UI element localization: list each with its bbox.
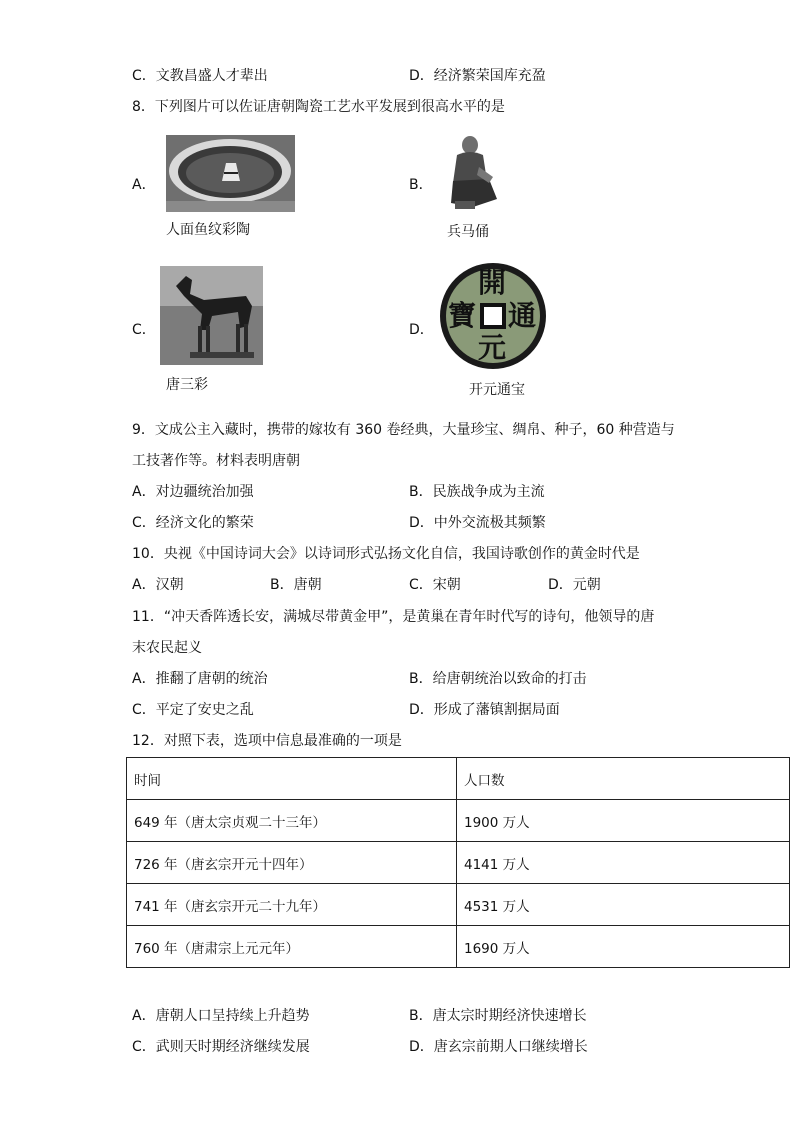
table-header-cell: 时间 <box>127 758 457 800</box>
q9-option-d: D．中外交流极其频繁 <box>409 515 546 531</box>
q10-option-d: D．元朝 <box>548 577 601 593</box>
q8-option-b-letter: B． <box>409 177 433 193</box>
q12-option-b: B．唐太宗时期经济快速增长 <box>409 1008 587 1024</box>
q9-stem-line1: 9．文成公主入藏时，携带的嫁妆有 360 卷经典，大量珍宝、绸帛、种子，60 种营造与 <box>132 422 675 438</box>
table-cell: 1900 万人 <box>457 800 790 842</box>
table-cell: 760 年（唐肃宗上元元年） <box>127 926 457 968</box>
q7-option-c: C．文教昌盛人才辈出 <box>132 68 268 84</box>
coin-char-right: 通 <box>508 299 537 332</box>
q7-option-d: D．经济繁荣国库充盈 <box>409 68 546 84</box>
coin-char-left: 寶 <box>448 299 477 332</box>
q8-option-c-letter: C． <box>132 322 156 338</box>
table-cell: 741 年（唐玄宗开元二十九年） <box>127 884 457 926</box>
q8-caption-d: 开元通宝 <box>469 382 525 398</box>
q11-option-b: B．给唐朝统治以致命的打击 <box>409 671 587 687</box>
q9-option-c: C．经济文化的繁荣 <box>132 515 254 531</box>
q11-stem-line1: 11．“冲天香阵透长安，满城尽带黄金甲”，是黄巢在青年时代写的诗句，他领导的唐 <box>132 609 655 625</box>
q10-option-c: C．宋朝 <box>409 577 461 593</box>
q10-option-b: B．唐朝 <box>270 577 322 593</box>
q8-option-d-letter: D． <box>409 322 434 338</box>
table-row <box>127 842 790 884</box>
q8-stem: 8．下列图片可以佐证唐朝陶瓷工艺水平发展到很高水平的是 <box>132 99 505 115</box>
population-table <box>126 757 790 968</box>
q12-option-d: D．唐玄宗前期人口继续增长 <box>409 1039 588 1055</box>
q9-option-b: B．民族战争成为主流 <box>409 484 545 500</box>
terracotta-warrior-image <box>443 133 503 213</box>
q8-option-a-letter: A． <box>132 177 156 193</box>
q12-option-c: C．武则天时期经济继续发展 <box>132 1039 310 1055</box>
q11-stem-line2: 末农民起义 <box>132 640 202 656</box>
table-header-row <box>127 758 790 800</box>
table-row <box>127 800 790 842</box>
table-cell: 4141 万人 <box>457 842 790 884</box>
q11-option-a: A．推翻了唐朝的统治 <box>132 671 268 687</box>
coin-char-top: 開 <box>478 266 507 299</box>
table-cell: 1690 万人 <box>457 926 790 968</box>
q11-option-d: D．形成了藩镇割据局面 <box>409 702 560 718</box>
kaiyuan-coin-image <box>440 263 546 369</box>
q12-stem: 12．对照下表，选项中信息最准确的一项是 <box>132 733 402 749</box>
q11-option-c: C．平定了安史之乱 <box>132 702 254 718</box>
table-header-cell: 人口数 <box>457 758 790 800</box>
q8-caption-a: 人面鱼纹彩陶 <box>166 222 250 238</box>
q10-option-a: A．汉朝 <box>132 577 184 593</box>
table-cell: 649 年（唐太宗贞观二十三年） <box>127 800 457 842</box>
q8-caption-b: 兵马俑 <box>447 224 489 240</box>
q12-option-a: A．唐朝人口呈持续上升趋势 <box>132 1008 310 1024</box>
table-cell: 726 年（唐玄宗开元十四年） <box>127 842 457 884</box>
tang-sancai-horse-image <box>160 266 263 365</box>
coin-char-bottom: 元 <box>478 331 507 364</box>
table-cell: 4531 万人 <box>457 884 790 926</box>
pottery-basin-image <box>166 135 295 212</box>
q9-stem-line2: 工技著作等。材料表明唐朝 <box>132 453 300 469</box>
table-row <box>127 926 790 968</box>
q10-stem: 10．央视《中国诗词大会》以诗词形式弘扬文化自信，我国诗歌创作的黄金时代是 <box>132 546 640 562</box>
q8-caption-c: 唐三彩 <box>166 377 208 393</box>
q9-option-a: A．对边疆统治加强 <box>132 484 254 500</box>
table-row <box>127 884 790 926</box>
